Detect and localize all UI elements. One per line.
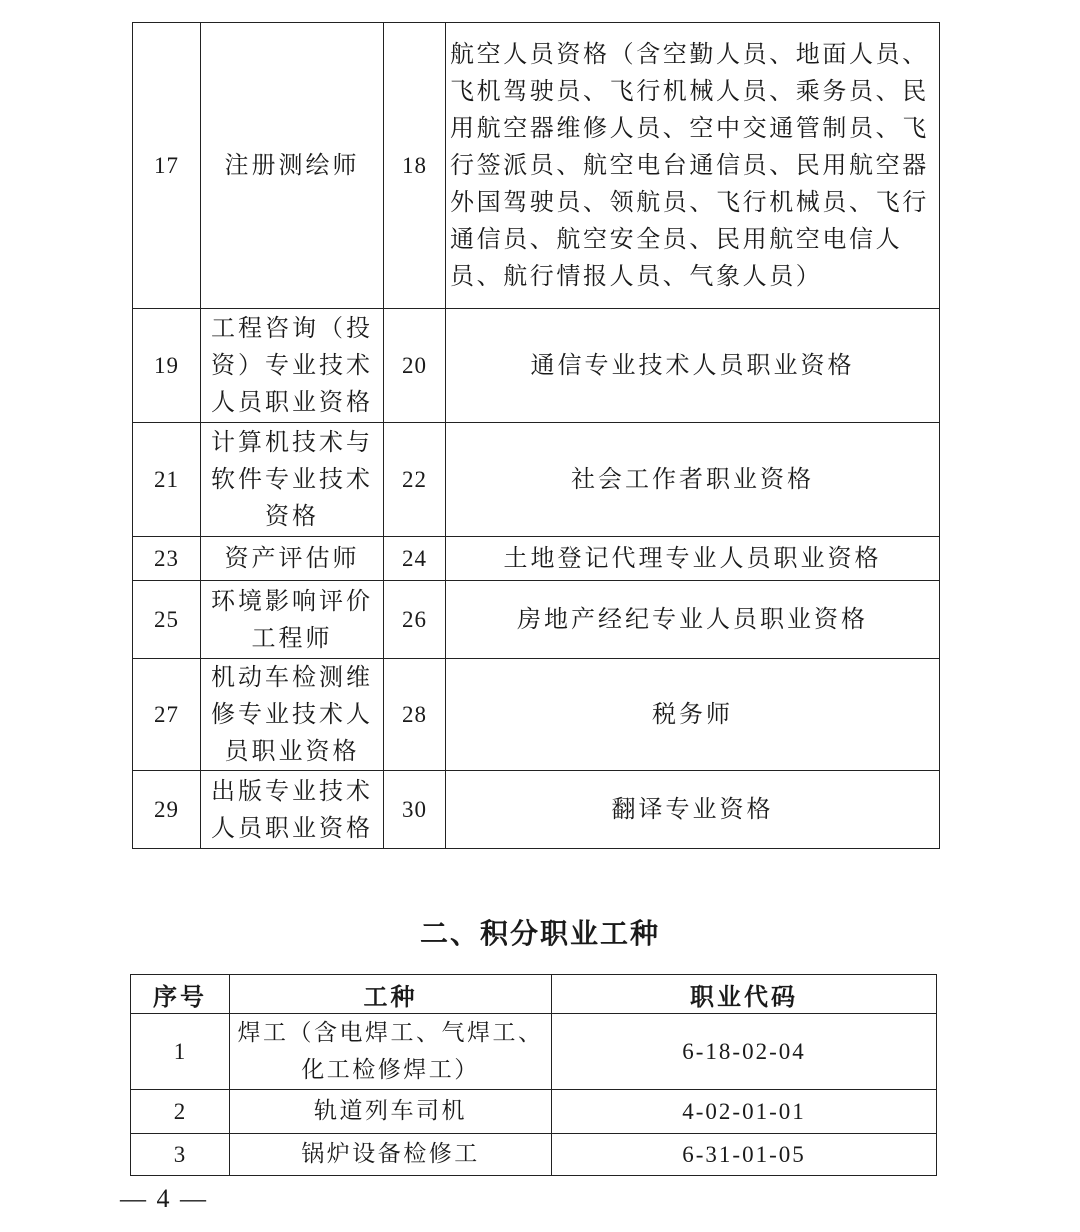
qualification-name: 资产评估师 bbox=[201, 537, 384, 581]
row-number: 21 bbox=[133, 423, 201, 537]
table-row bbox=[133, 537, 940, 581]
row-number: 23 bbox=[133, 537, 201, 581]
table-row bbox=[131, 1134, 937, 1176]
qualification-name: 机动车检测维修专业技术人员职业资格 bbox=[201, 659, 384, 771]
header-seq: 序号 bbox=[131, 975, 230, 1014]
page-number: — 4 — bbox=[120, 1184, 208, 1213]
row-number: 17 bbox=[133, 23, 201, 309]
row-number: 25 bbox=[133, 581, 201, 659]
row-number: 26 bbox=[384, 581, 446, 659]
occupation-type: 锅炉设备检修工 bbox=[230, 1134, 552, 1176]
table-row bbox=[131, 1014, 937, 1090]
row-number: 19 bbox=[133, 309, 201, 423]
table-header-row bbox=[131, 975, 937, 1014]
table-row bbox=[133, 23, 940, 309]
qualification-name: 计算机技术与软件专业技术资格 bbox=[201, 423, 384, 537]
qualification-name: 出版专业技术人员职业资格 bbox=[201, 771, 384, 849]
header-type: 工种 bbox=[230, 975, 552, 1014]
row-seq: 2 bbox=[131, 1090, 230, 1134]
qualification-name: 土地登记代理专业人员职业资格 bbox=[446, 537, 940, 581]
qualification-name: 工程咨询（投资）专业技术人员职业资格 bbox=[201, 309, 384, 423]
row-number: 18 bbox=[384, 23, 446, 309]
table-row bbox=[133, 659, 940, 771]
qualification-name: 环境影响评价工程师 bbox=[201, 581, 384, 659]
section-title: 二、积分职业工种 bbox=[419, 917, 660, 950]
occupation-table bbox=[130, 974, 937, 1176]
row-number: 27 bbox=[133, 659, 201, 771]
occupation-code: 6-31-01-05 bbox=[552, 1134, 937, 1176]
header-code: 职业代码 bbox=[552, 975, 937, 1014]
qualification-table bbox=[132, 22, 940, 849]
table-row bbox=[133, 771, 940, 849]
qualification-name: 航空人员资格（含空勤人员、地面人员、飞机驾驶员、飞行机械人员、乘务员、民用航空器维修人员、空中交通管制员、飞行签派员、航空电台通信员、民用航空器外国驾驶员、领航员、飞行机械员、飞行通信员、航空安全员、民用航空电信人员、航行情报人员、气象人员） bbox=[446, 23, 940, 309]
qualification-name: 社会工作者职业资格 bbox=[446, 423, 940, 537]
qualification-name: 注册测绘师 bbox=[201, 23, 384, 309]
table-row bbox=[133, 423, 940, 537]
row-number: 20 bbox=[384, 309, 446, 423]
qualification-name: 房地产经纪专业人员职业资格 bbox=[446, 581, 940, 659]
row-number: 30 bbox=[384, 771, 446, 849]
occupation-type: 焊工（含电焊工、气焊工、化工检修焊工） bbox=[230, 1014, 552, 1090]
table-row bbox=[133, 581, 940, 659]
row-seq: 1 bbox=[131, 1014, 230, 1090]
row-seq: 3 bbox=[131, 1134, 230, 1176]
occupation-code: 6-18-02-04 bbox=[552, 1014, 937, 1090]
row-number: 22 bbox=[384, 423, 446, 537]
row-number: 28 bbox=[384, 659, 446, 771]
qualification-name: 翻译专业资格 bbox=[446, 771, 940, 849]
occupation-type: 轨道列车司机 bbox=[230, 1090, 552, 1134]
row-number: 29 bbox=[133, 771, 201, 849]
qualification-name: 税务师 bbox=[446, 659, 940, 771]
table-row bbox=[131, 1090, 937, 1134]
table-row bbox=[133, 309, 940, 423]
row-number: 24 bbox=[384, 537, 446, 581]
qualification-name: 通信专业技术人员职业资格 bbox=[446, 309, 940, 423]
occupation-code: 4-02-01-01 bbox=[552, 1090, 937, 1134]
